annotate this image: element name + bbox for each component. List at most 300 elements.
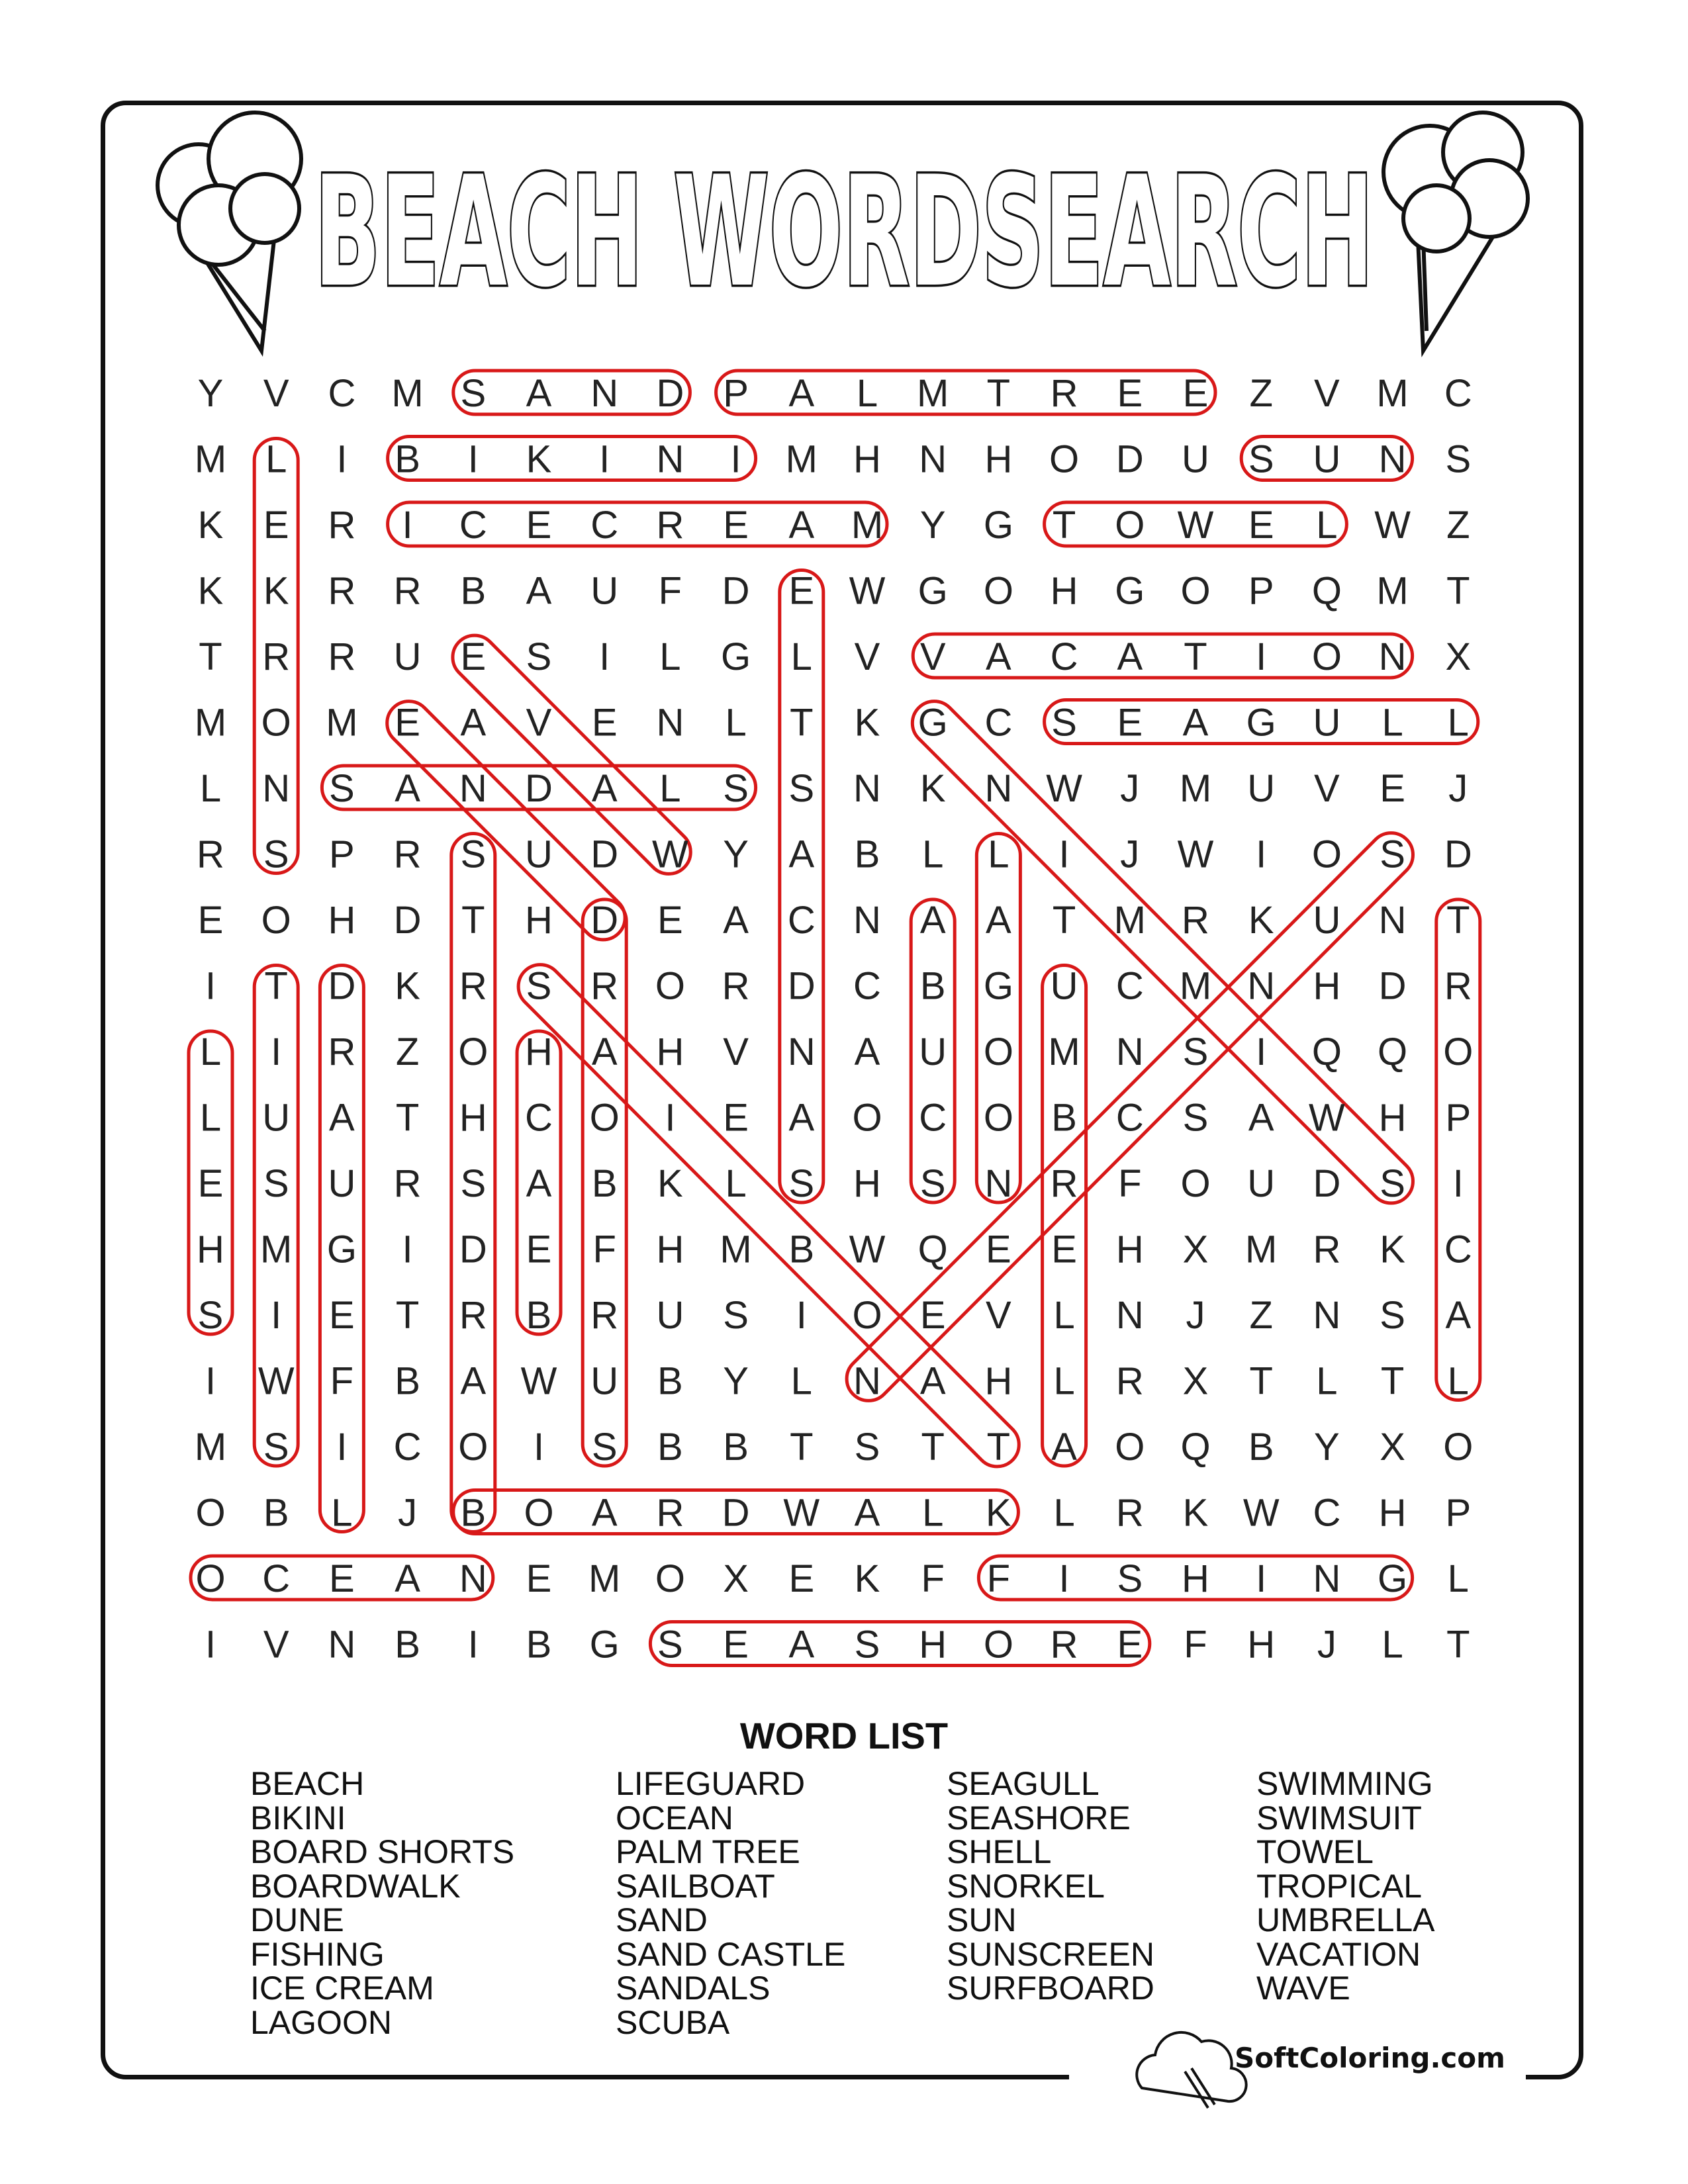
- grid-cell[interactable]: T: [395, 1294, 420, 1337]
- grid-cell[interactable]: O: [1443, 1426, 1474, 1469]
- grid-cell[interactable]: E: [657, 899, 683, 942]
- grid-cell[interactable]: X: [1380, 1426, 1405, 1469]
- grid-cell[interactable]: R: [328, 1030, 356, 1073]
- grid-cell[interactable]: U: [1313, 701, 1341, 745]
- grid-cell[interactable]: T: [199, 635, 222, 678]
- grid-cell[interactable]: F: [330, 1359, 354, 1403]
- grid-cell[interactable]: R: [656, 1491, 684, 1535]
- grid-cell[interactable]: R: [1050, 1623, 1078, 1666]
- grid-cell[interactable]: O: [1115, 504, 1145, 547]
- grid-cell[interactable]: A: [788, 833, 815, 876]
- grid-cell[interactable]: M: [194, 437, 227, 481]
- grid-cell[interactable]: I: [796, 1294, 807, 1337]
- grid-cell[interactable]: W: [652, 833, 688, 876]
- grid-cell[interactable]: F: [658, 569, 682, 613]
- grid-cell[interactable]: T: [986, 372, 1011, 415]
- grid-cell[interactable]: B: [723, 1426, 749, 1469]
- grid-cell[interactable]: C: [590, 504, 619, 547]
- grid-cell[interactable]: R: [1115, 1359, 1144, 1403]
- grid-cell[interactable]: I: [1256, 635, 1267, 678]
- grid-cell[interactable]: G: [589, 1623, 620, 1666]
- grid-cell[interactable]: H: [1313, 964, 1341, 1008]
- grid-cell[interactable]: R: [262, 635, 291, 678]
- grid-cell[interactable]: B: [460, 1491, 487, 1535]
- grid-cell[interactable]: R: [1313, 1228, 1341, 1271]
- grid-cell[interactable]: V: [263, 372, 289, 415]
- grid-cell[interactable]: C: [787, 899, 816, 942]
- grid-cell[interactable]: T: [1380, 1359, 1405, 1403]
- grid-cell[interactable]: Z: [1249, 372, 1273, 415]
- grid-cell[interactable]: Q: [1311, 569, 1342, 613]
- grid-cell[interactable]: D: [393, 899, 422, 942]
- grid-cell[interactable]: H: [197, 1228, 224, 1271]
- grid-cell[interactable]: E: [526, 504, 552, 547]
- grid-cell[interactable]: W: [783, 1491, 820, 1535]
- grid-cell[interactable]: S: [1182, 1030, 1209, 1073]
- grid-cell[interactable]: E: [1117, 701, 1143, 745]
- grid-cell[interactable]: I: [533, 1426, 545, 1469]
- grid-cell[interactable]: T: [921, 1426, 945, 1469]
- grid-cell[interactable]: T: [1052, 504, 1076, 547]
- grid-cell[interactable]: U: [262, 1096, 291, 1140]
- grid-cell[interactable]: U: [1247, 1162, 1276, 1205]
- grid-cell[interactable]: Y: [197, 372, 224, 415]
- grid-cell[interactable]: S: [657, 1623, 683, 1666]
- grid-cell[interactable]: N: [1115, 1030, 1144, 1073]
- grid-cell[interactable]: X: [1445, 635, 1472, 678]
- grid-cell[interactable]: K: [1182, 1491, 1209, 1535]
- grid-cell[interactable]: R: [328, 504, 356, 547]
- grid-cell[interactable]: D: [1444, 833, 1472, 876]
- grid-cell[interactable]: O: [1443, 1030, 1474, 1073]
- grid-cell[interactable]: Z: [395, 1030, 420, 1073]
- grid-cell[interactable]: K: [197, 569, 224, 613]
- grid-cell[interactable]: B: [591, 1162, 618, 1205]
- grid-cell[interactable]: R: [393, 1162, 422, 1205]
- grid-cell[interactable]: K: [197, 504, 224, 547]
- grid-cell[interactable]: H: [525, 1030, 553, 1073]
- grid-cell[interactable]: U: [1313, 437, 1341, 481]
- grid-cell[interactable]: H: [525, 899, 553, 942]
- grid-cell[interactable]: N: [656, 701, 684, 745]
- grid-cell[interactable]: K: [986, 1491, 1011, 1535]
- grid-cell[interactable]: C: [262, 1557, 291, 1600]
- grid-cell[interactable]: B: [395, 1623, 420, 1666]
- grid-cell[interactable]: E: [1380, 767, 1405, 810]
- grid-cell[interactable]: F: [592, 1228, 616, 1271]
- grid-cell[interactable]: O: [852, 1294, 882, 1337]
- grid-cell[interactable]: B: [460, 569, 487, 613]
- grid-cell[interactable]: S: [854, 1426, 880, 1469]
- grid-cell[interactable]: I: [402, 504, 413, 547]
- grid-cell[interactable]: S: [854, 1623, 880, 1666]
- grid-cell[interactable]: Y: [723, 833, 749, 876]
- grid-cell[interactable]: E: [263, 504, 289, 547]
- grid-cell[interactable]: Z: [1446, 504, 1470, 547]
- grid-cell[interactable]: R: [1050, 372, 1078, 415]
- grid-cell[interactable]: C: [919, 1096, 947, 1140]
- grid-cell[interactable]: U: [919, 1030, 947, 1073]
- grid-cell[interactable]: Q: [1180, 1426, 1211, 1469]
- grid-cell[interactable]: F: [921, 1557, 945, 1600]
- grid-cell[interactable]: L: [790, 635, 812, 678]
- grid-cell[interactable]: A: [1182, 701, 1209, 745]
- grid-cell[interactable]: R: [328, 635, 356, 678]
- grid-cell[interactable]: A: [919, 1359, 946, 1403]
- grid-cell[interactable]: O: [261, 701, 291, 745]
- grid-cell[interactable]: U: [656, 1294, 684, 1337]
- grid-cell[interactable]: D: [656, 372, 684, 415]
- grid-cell[interactable]: N: [1378, 437, 1407, 481]
- grid-cell[interactable]: S: [1380, 1162, 1405, 1205]
- grid-cell[interactable]: E: [788, 569, 815, 613]
- grid-cell[interactable]: D: [328, 964, 356, 1008]
- grid-cell[interactable]: A: [788, 504, 815, 547]
- grid-cell[interactable]: R: [722, 964, 750, 1008]
- grid-cell[interactable]: N: [459, 767, 487, 810]
- grid-cell[interactable]: A: [591, 767, 618, 810]
- grid-cell[interactable]: A: [526, 569, 552, 613]
- grid-cell[interactable]: B: [657, 1359, 683, 1403]
- grid-cell[interactable]: A: [460, 701, 487, 745]
- grid-cell[interactable]: S: [526, 635, 552, 678]
- grid-cell[interactable]: S: [723, 1294, 749, 1337]
- grid-cell[interactable]: C: [459, 504, 487, 547]
- grid-cell[interactable]: G: [1246, 701, 1276, 745]
- grid-cell[interactable]: L: [725, 701, 747, 745]
- grid-cell[interactable]: S: [591, 1426, 618, 1469]
- grid-cell[interactable]: P: [1248, 569, 1274, 613]
- grid-cell[interactable]: I: [336, 437, 348, 481]
- grid-cell[interactable]: L: [1447, 1359, 1469, 1403]
- grid-cell[interactable]: O: [655, 964, 685, 1008]
- grid-cell[interactable]: M: [194, 1426, 227, 1469]
- grid-cell[interactable]: O: [524, 1491, 554, 1535]
- grid-cell[interactable]: T: [1184, 635, 1207, 678]
- grid-cell[interactable]: B: [526, 1623, 552, 1666]
- grid-cell[interactable]: N: [1313, 1294, 1341, 1337]
- grid-cell[interactable]: A: [526, 372, 552, 415]
- grid-cell[interactable]: H: [984, 1359, 1013, 1403]
- grid-cell[interactable]: T: [1446, 1623, 1470, 1666]
- grid-cell[interactable]: O: [1180, 569, 1211, 613]
- grid-cell[interactable]: M: [851, 504, 884, 547]
- grid-cell[interactable]: S: [526, 964, 552, 1008]
- grid-cell[interactable]: D: [1378, 964, 1407, 1008]
- grid-cell[interactable]: D: [525, 767, 553, 810]
- grid-cell[interactable]: T: [1052, 899, 1076, 942]
- grid-cell[interactable]: U: [590, 1359, 619, 1403]
- grid-cell[interactable]: P: [1445, 1491, 1472, 1535]
- grid-cell[interactable]: A: [854, 1030, 880, 1073]
- grid-cell[interactable]: E: [591, 701, 618, 745]
- grid-cell[interactable]: C: [1444, 372, 1472, 415]
- grid-cell[interactable]: A: [526, 1162, 552, 1205]
- grid-cell[interactable]: U: [525, 833, 553, 876]
- grid-cell[interactable]: H: [656, 1030, 684, 1073]
- grid-cell[interactable]: G: [983, 504, 1013, 547]
- grid-cell[interactable]: E: [329, 1294, 355, 1337]
- grid-cell[interactable]: L: [659, 635, 681, 678]
- grid-cell[interactable]: I: [1452, 1162, 1464, 1205]
- grid-cell[interactable]: I: [730, 437, 741, 481]
- grid-cell[interactable]: U: [590, 569, 619, 613]
- grid-cell[interactable]: U: [1182, 437, 1209, 481]
- grid-cell[interactable]: C: [1115, 964, 1144, 1008]
- grid-cell[interactable]: I: [205, 1623, 216, 1666]
- grid-cell[interactable]: J: [1448, 767, 1468, 810]
- grid-cell[interactable]: G: [917, 701, 948, 745]
- grid-cell[interactable]: B: [657, 1426, 683, 1469]
- grid-cell[interactable]: N: [787, 1030, 816, 1073]
- grid-cell[interactable]: N: [1378, 899, 1407, 942]
- grid-cell[interactable]: F: [986, 1557, 1011, 1600]
- grid-cell[interactable]: N: [459, 1557, 487, 1600]
- grid-cell[interactable]: X: [723, 1557, 749, 1600]
- grid-cell[interactable]: M: [1113, 899, 1146, 942]
- grid-cell[interactable]: N: [853, 1359, 881, 1403]
- grid-cell[interactable]: M: [1376, 569, 1409, 613]
- grid-cell[interactable]: L: [331, 1491, 353, 1535]
- grid-cell[interactable]: D: [590, 833, 619, 876]
- grid-cell[interactable]: A: [986, 899, 1011, 942]
- grid-cell[interactable]: S: [1248, 437, 1274, 481]
- grid-cell[interactable]: S: [197, 1294, 224, 1337]
- grid-cell[interactable]: U: [1247, 767, 1276, 810]
- grid-cell[interactable]: M: [1376, 372, 1409, 415]
- grid-cell[interactable]: L: [856, 372, 878, 415]
- grid-cell[interactable]: N: [656, 437, 684, 481]
- grid-cell[interactable]: B: [854, 833, 880, 876]
- grid-cell[interactable]: M: [194, 701, 227, 745]
- grid-cell[interactable]: M: [326, 701, 358, 745]
- grid-cell[interactable]: H: [459, 1096, 487, 1140]
- grid-cell[interactable]: J: [1120, 833, 1140, 876]
- grid-cell[interactable]: U: [393, 635, 422, 678]
- grid-cell[interactable]: I: [205, 964, 216, 1008]
- grid-cell[interactable]: H: [984, 437, 1013, 481]
- grid-cell[interactable]: S: [1182, 1096, 1209, 1140]
- grid-cell[interactable]: L: [1382, 1623, 1403, 1666]
- grid-cell[interactable]: W: [520, 1359, 557, 1403]
- grid-cell[interactable]: R: [1050, 1162, 1078, 1205]
- grid-cell[interactable]: I: [467, 437, 479, 481]
- grid-cell[interactable]: K: [263, 569, 289, 613]
- grid-cell[interactable]: H: [328, 899, 356, 942]
- grid-cell[interactable]: H: [1050, 569, 1078, 613]
- grid-cell[interactable]: H: [1182, 1557, 1209, 1600]
- grid-cell[interactable]: G: [326, 1228, 357, 1271]
- grid-cell[interactable]: O: [458, 1030, 489, 1073]
- grid-cell[interactable]: O: [983, 569, 1013, 613]
- grid-cell[interactable]: A: [1117, 635, 1143, 678]
- grid-cell[interactable]: E: [723, 1096, 749, 1140]
- grid-cell[interactable]: V: [854, 635, 880, 678]
- grid-cell[interactable]: L: [1053, 1491, 1075, 1535]
- grid-cell[interactable]: E: [395, 701, 420, 745]
- grid-cell[interactable]: R: [656, 504, 684, 547]
- grid-cell[interactable]: S: [1117, 1557, 1143, 1600]
- grid-cell[interactable]: Z: [1249, 1294, 1273, 1337]
- grid-cell[interactable]: D: [787, 964, 816, 1008]
- grid-cell[interactable]: Q: [1311, 1030, 1342, 1073]
- grid-cell[interactable]: O: [655, 1557, 685, 1600]
- grid-cell[interactable]: A: [788, 1096, 815, 1140]
- grid-cell[interactable]: T: [790, 701, 814, 745]
- grid-cell[interactable]: D: [1115, 437, 1144, 481]
- grid-cell[interactable]: R: [459, 964, 487, 1008]
- grid-cell[interactable]: U: [1313, 899, 1341, 942]
- grid-cell[interactable]: T: [986, 1426, 1011, 1469]
- grid-cell[interactable]: O: [983, 1030, 1013, 1073]
- grid-cell[interactable]: I: [1058, 833, 1070, 876]
- grid-cell[interactable]: M: [1048, 1030, 1080, 1073]
- grid-cell[interactable]: N: [853, 899, 881, 942]
- grid-cell[interactable]: I: [599, 437, 610, 481]
- grid-cell[interactable]: V: [263, 1623, 289, 1666]
- grid-cell[interactable]: T: [790, 1426, 814, 1469]
- grid-cell[interactable]: B: [526, 1294, 552, 1337]
- grid-cell[interactable]: G: [1115, 569, 1145, 613]
- grid-cell[interactable]: S: [919, 1162, 946, 1205]
- grid-cell[interactable]: R: [1182, 899, 1209, 942]
- grid-cell[interactable]: E: [919, 1294, 946, 1337]
- grid-cell[interactable]: N: [1247, 964, 1276, 1008]
- grid-cell[interactable]: D: [722, 1491, 750, 1535]
- grid-cell[interactable]: L: [922, 1491, 944, 1535]
- grid-cell[interactable]: N: [1378, 635, 1407, 678]
- grid-cell[interactable]: M: [1179, 767, 1212, 810]
- grid-cell[interactable]: P: [1445, 1096, 1472, 1140]
- grid-cell[interactable]: A: [788, 1623, 815, 1666]
- grid-cell[interactable]: C: [328, 372, 356, 415]
- grid-cell[interactable]: U: [328, 1162, 356, 1205]
- grid-cell[interactable]: S: [460, 1162, 487, 1205]
- grid-cell[interactable]: A: [460, 1359, 487, 1403]
- grid-cell[interactable]: L: [1316, 1359, 1338, 1403]
- grid-cell[interactable]: S: [329, 767, 355, 810]
- grid-cell[interactable]: E: [526, 1557, 552, 1600]
- grid-cell[interactable]: R: [1444, 964, 1472, 1008]
- grid-cell[interactable]: H: [853, 1162, 881, 1205]
- grid-cell[interactable]: E: [1117, 1623, 1143, 1666]
- grid-cell[interactable]: R: [197, 833, 224, 876]
- grid-cell[interactable]: A: [919, 899, 946, 942]
- grid-cell[interactable]: O: [1311, 635, 1342, 678]
- grid-cell[interactable]: O: [1049, 437, 1080, 481]
- grid-cell[interactable]: M: [720, 1228, 752, 1271]
- grid-cell[interactable]: M: [391, 372, 424, 415]
- grid-cell[interactable]: E: [1182, 372, 1209, 415]
- grid-cell[interactable]: O: [589, 1096, 620, 1140]
- grid-cell[interactable]: M: [588, 1557, 621, 1600]
- grid-cell[interactable]: A: [591, 1491, 618, 1535]
- grid-cell[interactable]: S: [788, 767, 815, 810]
- grid-cell[interactable]: Y: [919, 504, 946, 547]
- grid-cell[interactable]: I: [336, 1426, 348, 1469]
- grid-cell[interactable]: W: [849, 569, 886, 613]
- grid-cell[interactable]: R: [590, 1294, 619, 1337]
- grid-cell[interactable]: O: [195, 1491, 226, 1535]
- grid-cell[interactable]: S: [723, 767, 749, 810]
- grid-cell[interactable]: S: [460, 833, 487, 876]
- grid-cell[interactable]: N: [984, 1162, 1013, 1205]
- grid-cell[interactable]: A: [723, 899, 749, 942]
- grid-cell[interactable]: S: [1051, 701, 1077, 745]
- grid-cell[interactable]: S: [788, 1162, 815, 1205]
- grid-cell[interactable]: D: [1313, 1162, 1341, 1205]
- grid-cell[interactable]: A: [395, 767, 420, 810]
- grid-cell[interactable]: E: [986, 1228, 1011, 1271]
- grid-cell[interactable]: P: [329, 833, 355, 876]
- grid-cell[interactable]: E: [526, 1228, 552, 1271]
- grid-cell[interactable]: B: [1051, 1096, 1077, 1140]
- grid-cell[interactable]: K: [854, 701, 880, 745]
- grid-cell[interactable]: M: [260, 1228, 293, 1271]
- grid-cell[interactable]: W: [849, 1228, 886, 1271]
- grid-cell[interactable]: B: [263, 1491, 289, 1535]
- grid-cell[interactable]: W: [258, 1359, 295, 1403]
- grid-cell[interactable]: E: [197, 1162, 224, 1205]
- grid-cell[interactable]: B: [395, 1359, 420, 1403]
- grid-cell[interactable]: I: [402, 1228, 413, 1271]
- grid-cell[interactable]: L: [199, 1096, 222, 1140]
- grid-cell[interactable]: K: [526, 437, 552, 481]
- grid-cell[interactable]: F: [1184, 1623, 1207, 1666]
- grid-cell[interactable]: D: [459, 1228, 487, 1271]
- grid-cell[interactable]: K: [854, 1557, 880, 1600]
- grid-cell[interactable]: E: [723, 504, 749, 547]
- grid-cell[interactable]: K: [919, 767, 946, 810]
- grid-cell[interactable]: S: [1380, 1294, 1405, 1337]
- grid-cell[interactable]: H: [1247, 1623, 1276, 1666]
- grid-cell[interactable]: D: [722, 569, 750, 613]
- grid-cell[interactable]: T: [395, 1096, 420, 1140]
- grid-cell[interactable]: E: [1051, 1228, 1077, 1271]
- grid-cell[interactable]: M: [785, 437, 818, 481]
- grid-cell[interactable]: H: [656, 1228, 684, 1271]
- grid-cell[interactable]: A: [591, 1030, 618, 1073]
- grid-cell[interactable]: N: [853, 767, 881, 810]
- grid-cell[interactable]: E: [1117, 372, 1143, 415]
- grid-cell[interactable]: O: [1115, 1426, 1145, 1469]
- grid-cell[interactable]: S: [460, 372, 487, 415]
- grid-cell[interactable]: O: [852, 1096, 882, 1140]
- grid-cell[interactable]: W: [1177, 504, 1214, 547]
- grid-cell[interactable]: V: [919, 635, 946, 678]
- grid-cell[interactable]: O: [1311, 833, 1342, 876]
- grid-cell[interactable]: T: [461, 899, 485, 942]
- grid-cell[interactable]: X: [1182, 1359, 1209, 1403]
- grid-cell[interactable]: V: [723, 1030, 749, 1073]
- grid-cell[interactable]: I: [271, 1030, 282, 1073]
- grid-cell[interactable]: N: [590, 372, 619, 415]
- grid-cell[interactable]: T: [1446, 569, 1470, 613]
- grid-cell[interactable]: A: [986, 635, 1011, 678]
- grid-cell[interactable]: L: [790, 1359, 812, 1403]
- grid-cell[interactable]: L: [1382, 701, 1403, 745]
- grid-cell[interactable]: Y: [723, 1359, 749, 1403]
- grid-cell[interactable]: K: [1248, 899, 1274, 942]
- grid-cell[interactable]: R: [1115, 1491, 1144, 1535]
- grid-cell[interactable]: I: [271, 1294, 282, 1337]
- grid-cell[interactable]: U: [1050, 964, 1078, 1008]
- grid-cell[interactable]: L: [1316, 504, 1338, 547]
- grid-cell[interactable]: I: [665, 1096, 676, 1140]
- grid-cell[interactable]: S: [1445, 437, 1472, 481]
- grid-cell[interactable]: L: [922, 833, 944, 876]
- grid-cell[interactable]: A: [1051, 1426, 1077, 1469]
